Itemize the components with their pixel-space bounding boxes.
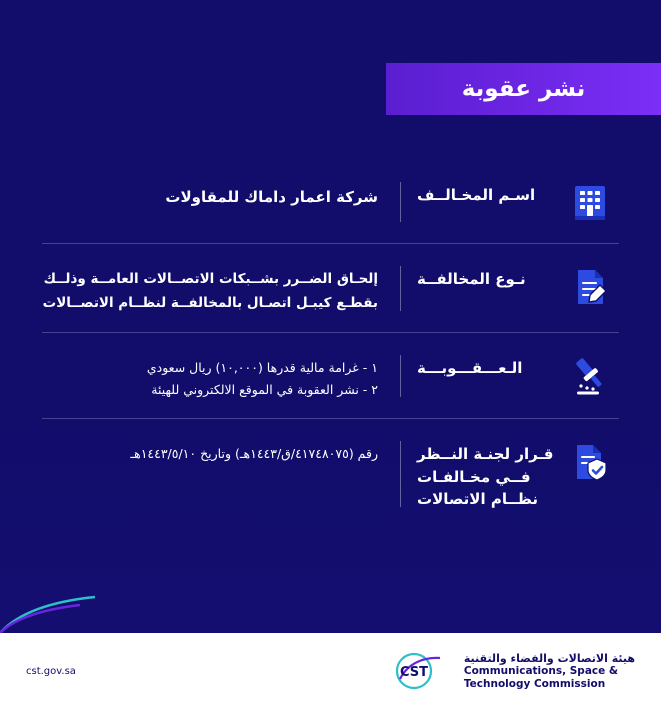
row-icon-cell [561,437,619,485]
row-label: نـوع المخالفــة [417,270,526,288]
row-value-line: إلحـاق الضــرر بشــبكات الاتصــالات العامــة وذلــك [43,271,378,287]
row-value-cell [42,178,400,210]
brand-text [464,652,635,691]
row-icon-cell [561,351,619,399]
row-divider [400,355,401,397]
brand-block [390,649,635,693]
row-label-cell [401,178,561,207]
row-value-cell [42,437,400,465]
row-divider [400,441,401,507]
document-edit-icon [567,264,613,310]
row-value-cell [42,351,400,401]
website-url[interactable]: cst.gov.sa [26,665,76,677]
row-label: الـعـــقـــوبـــة [417,359,523,378]
verified-document-icon [567,439,613,485]
row-label-cell [401,351,561,380]
table-row [42,160,619,244]
row-value-line: ٢ - نشر العقوبة في الموقع الالكتروني للهيئة [151,382,378,398]
row-value: شركة اعمار داماك للمقاولات [165,188,378,206]
row-label-line: قـرار لجنـة النــظر [417,445,554,463]
row-label-cell [401,262,561,291]
row-value: رقم (٤١٧٤٨٠٧٥/ق/١٤٤٣هـ) وتاريخ ١٤٤٣/٥/١٠هـ [130,446,378,461]
footer [0,633,661,709]
brand-name-en-line2: Technology Commission [463,677,606,690]
details-table [0,160,661,529]
svg-text:CST: CST [399,665,428,680]
decorative-curve [0,593,120,633]
brand-name-en-line1: Communications, Space & [463,664,619,677]
row-label-line: فــي مخـالفـات [417,467,531,486]
header-banner [386,63,661,115]
row-label-line: نظــام الاتصالات [417,490,538,508]
row-value-cell [42,262,400,315]
table-row [42,333,619,419]
table-row [42,419,619,529]
row-label-cell [401,437,561,511]
row-divider [400,182,401,222]
gavel-icon [567,353,613,399]
cst-logo-icon [390,649,452,693]
table-row [42,244,619,333]
row-label: اسـم المخـالــف [417,186,536,204]
row-icon-cell [561,178,619,226]
row-value-line: ١ - غرامة مالية قدرها (١٠,٠٠٠) ريال سعودي [146,360,378,376]
row-value-line: بقطـع كيبـل اتصـال بالمخالفــة لنظــام الاتصــالات [42,294,378,311]
building-icon [567,180,613,226]
row-icon-cell [561,262,619,310]
page-title: نشر عقوبة [461,76,586,102]
row-divider [400,266,401,311]
brand-name-ar: هيئة الاتصالات والفضاء والتقنية [463,651,635,665]
